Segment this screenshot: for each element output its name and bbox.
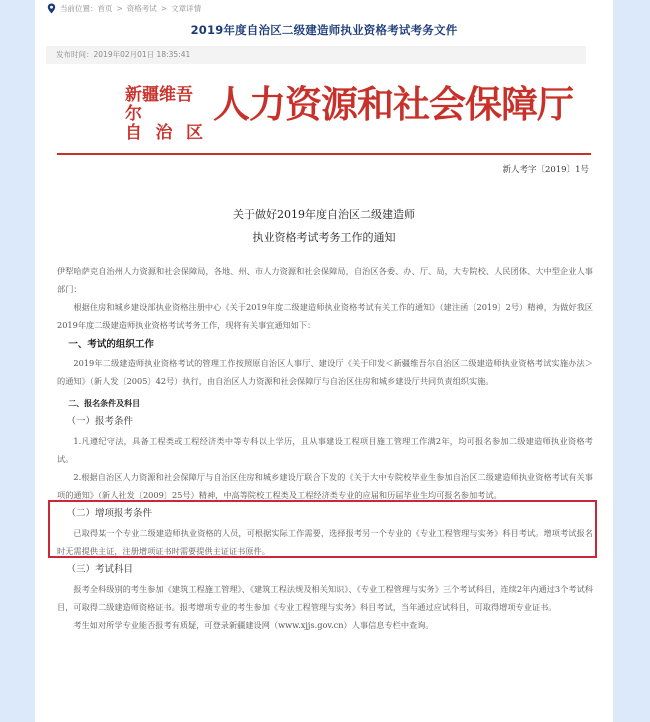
breadcrumb-current: 文章详情 xyxy=(171,3,202,13)
document-number: 新人考字〔2019〕1号 xyxy=(502,165,589,175)
breadcrumb-prefix: 当前位置： xyxy=(60,3,98,13)
letterhead xyxy=(35,82,613,143)
breadcrumb-separator: > xyxy=(116,3,123,13)
publish-time: 2019年02月01日 18:35:41 xyxy=(93,50,191,59)
subsection-3-paragraph: 报考全科级别的考生参加《建筑工程施工管理》、《建筑工程法规及相关知识》、《专业工程管理与实务》三个考试科目，连续2年内通过3个考试科目，可取得二级建造师资格证书。报考增项专业的考生参加《专业工程管理与实务》科目考试，当年通过应试科目，可取得增项专业证书。 xyxy=(57,584,593,612)
letterhead-char: 自 xyxy=(125,123,142,143)
publish-meta-bar xyxy=(46,46,586,64)
article-title: 2019年度自治区二级建造师执业资格考试考务文件 xyxy=(190,23,458,37)
letterhead-region xyxy=(125,86,209,143)
article-page xyxy=(35,0,613,722)
letterhead-department: 人力资源和社会保障厅 xyxy=(213,82,573,126)
subsection-2-paragraph: 已取得某一个专业二级建造师执业资格的人员，可根据实际工作需要，选择报考另一个专业的《专业工程管理与实务》科目考试。增项考试报名时无需提供主证，注册增项证书时需要提供主证证书原件。 xyxy=(57,528,593,556)
breadcrumb-exam-link[interactable]: 资格考试 xyxy=(126,3,157,13)
breadcrumb-separator: > xyxy=(160,3,168,13)
location-pin-icon xyxy=(47,3,56,14)
breadcrumb xyxy=(47,0,201,16)
letterhead-divider xyxy=(57,153,591,155)
publish-label: 发布时间： xyxy=(56,50,94,59)
notice-title xyxy=(35,203,613,249)
letterhead-region-line1: 新疆维吾尔 xyxy=(125,85,193,124)
condition-item-1: 1.凡遵纪守法，具备工程类或工程经济类中等专科以上学历，且从事建设工程项目施工管理工作满2年，均可报名参加二级建造师执业资格考试。 xyxy=(57,436,593,464)
subsection-3-heading: （三）考试科目 xyxy=(66,564,134,575)
breadcrumb-home-link[interactable]: 首页 xyxy=(97,3,113,13)
highlight-annotation-box xyxy=(48,500,597,558)
notice-title-line1: 关于做好2019年度自治区二级建造师 xyxy=(233,208,415,221)
notice-body xyxy=(57,262,593,634)
notice-title-line2: 执业资格考试考务工作的通知 xyxy=(252,231,396,244)
section-2-heading: 二、报名条件及科目 xyxy=(68,398,141,408)
letterhead-region-line2 xyxy=(125,124,203,143)
subsection-1-heading: （一）报考条件 xyxy=(66,416,134,427)
subsection-3-note: 考生如对所学专业能否报考有质疑，可登录新疆建设网（www.xjjs.gov.cn）人事信息专栏中查询。 xyxy=(73,620,434,630)
addressees: 伊犁哈萨克自治州人力资源和社会保障局，各地、州、市人力资源和社会保障局，自治区各委、办、厅、局，大专院校、人民团体、大中型企业人事部门： xyxy=(57,266,593,294)
section-1-heading: 一、考试的组织工作 xyxy=(68,339,154,350)
condition-item-2: 2.根据自治区人力资源和社会保障厅与自治区住房和城乡建设厅联合下发的《关于大中专院校毕业生参加自治区二级建造师执业资格考试有关事项的通知》（新人社发〔2009〕25号）精神，中高等院校工程类及工程经济类专业的应届和历届毕业生均可报名参加考试。 xyxy=(57,472,593,500)
section-1-paragraph: 2019年二级建造师执业资格考试的管理工作按照原自治区人事厅、建设厅《关于印发＜新疆维吾尔自治区二级建造师执业资格考试实施办法＞的通知》（新人发〔2005〕42号）执行，由自治区人力资源和社会保障厅与自治区住房和城乡建设厅共同负责组织实施。 xyxy=(57,358,593,386)
subsection-2-heading: （二）增项报考条件 xyxy=(66,508,153,519)
intro-paragraph: 根据住房和城乡建设部执业资格注册中心《关于2019年度二级建造师执业资格考试有关工作的通知》（建注函〔2019〕2号）精神，为做好我区2019年度二级建造师执业资格考试考务工作，现将有关事宜通知如下： xyxy=(57,302,593,330)
letterhead-char: 区 xyxy=(186,123,203,143)
letterhead-char: 治 xyxy=(155,123,173,143)
